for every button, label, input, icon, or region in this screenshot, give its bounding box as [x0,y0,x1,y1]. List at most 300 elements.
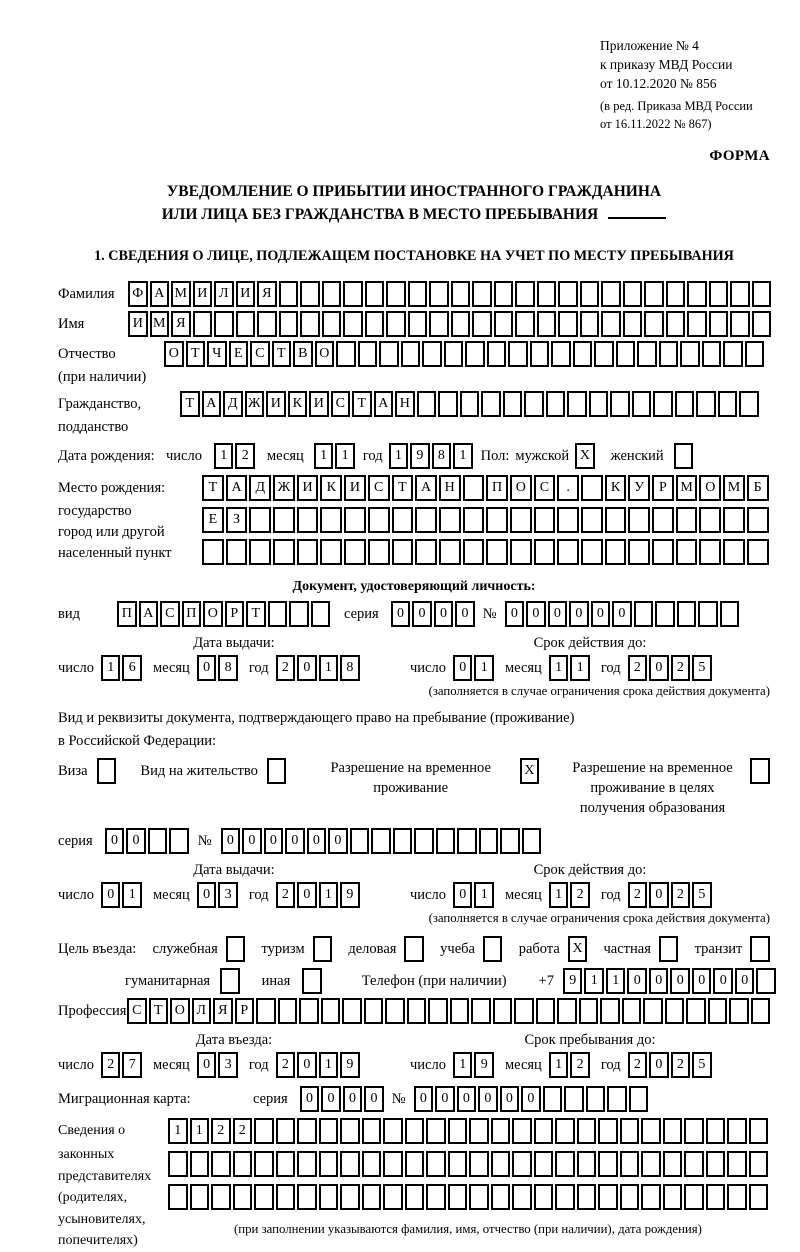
char-cell[interactable] [460,391,480,417]
char-cell[interactable] [439,507,461,533]
char-cell[interactable]: О [203,601,223,627]
char-cell[interactable]: 0 [221,828,241,854]
char-cell[interactable]: 2 [628,1052,648,1078]
char-cell[interactable] [257,311,277,337]
char-cell[interactable] [233,1184,253,1210]
char-cell[interactable]: 2 [233,1118,253,1144]
char-cell[interactable] [665,998,685,1024]
char-cell[interactable]: 5 [692,655,712,681]
char-cell[interactable] [320,539,342,565]
char-cell[interactable] [623,311,643,337]
char-cell[interactable] [628,507,650,533]
char-cell[interactable]: А [374,391,394,417]
char-cell[interactable] [249,539,271,565]
char-cell[interactable] [438,391,458,417]
char-cell[interactable] [405,1151,425,1177]
char-cell[interactable] [254,1151,274,1177]
char-cell[interactable] [589,391,609,417]
char-cell[interactable]: 0 [612,601,632,627]
char-cell[interactable]: З [226,507,248,533]
char-cell[interactable] [534,539,556,565]
char-cell[interactable] [512,1184,532,1210]
char-cell[interactable] [752,281,772,307]
char-cell[interactable] [428,998,448,1024]
char-cell[interactable] [536,998,556,1024]
char-cell[interactable] [512,1118,532,1144]
char-cell[interactable] [620,1118,640,1144]
char-cell[interactable] [515,281,535,307]
char-cell[interactable]: Ч [207,341,227,367]
char-cell[interactable] [276,1151,296,1177]
char-cell[interactable] [558,281,578,307]
char-cell[interactable] [249,507,271,533]
char-cell[interactable] [300,281,320,307]
char-cell[interactable]: И [266,391,286,417]
char-cell[interactable]: 0 [500,1086,520,1112]
char-cell[interactable]: А [202,391,222,417]
char-cell[interactable]: 0 [297,882,317,908]
char-cell[interactable] [632,391,652,417]
char-cell[interactable] [718,391,738,417]
char-cell[interactable] [386,281,406,307]
char-cell[interactable]: 6 [122,655,142,681]
char-cell[interactable] [616,341,636,367]
char-cell[interactable] [319,1184,339,1210]
char-cell[interactable] [407,998,427,1024]
char-cell[interactable] [254,1184,274,1210]
char-cell[interactable]: 1 [474,882,494,908]
char-cell[interactable]: 8 [340,655,360,681]
char-cell[interactable]: А [139,601,159,627]
char-cell[interactable] [297,1118,317,1144]
char-cell[interactable] [684,1151,704,1177]
char-cell[interactable] [730,281,750,307]
char-cell[interactable] [727,1118,747,1144]
char-cell[interactable]: 0 [197,882,217,908]
char-cell[interactable]: 1 [319,655,339,681]
char-cell[interactable] [557,507,579,533]
char-cell[interactable]: П [486,475,508,501]
char-cell[interactable] [429,281,449,307]
char-cell[interactable] [684,1118,704,1144]
checkbox[interactable] [267,758,287,784]
char-cell[interactable] [436,828,456,854]
char-cell[interactable]: 2 [276,882,296,908]
char-cell[interactable] [289,601,309,627]
char-cell[interactable] [663,1118,683,1144]
char-cell[interactable]: Д [249,475,271,501]
char-cell[interactable] [749,1184,769,1210]
char-cell[interactable] [680,341,700,367]
char-cell[interactable] [471,998,491,1024]
char-cell[interactable] [385,998,405,1024]
char-cell[interactable] [202,539,224,565]
char-cell[interactable] [211,1184,231,1210]
char-cell[interactable] [405,1184,425,1210]
char-cell[interactable]: 1 [319,882,339,908]
char-cell[interactable] [190,1151,210,1177]
char-cell[interactable] [610,391,630,417]
char-cell[interactable] [344,539,366,565]
char-cell[interactable] [448,1151,468,1177]
char-cell[interactable]: О [315,341,335,367]
char-cell[interactable]: Я [171,311,191,337]
char-cell[interactable]: Т [392,475,414,501]
char-cell[interactable] [727,1184,747,1210]
char-cell[interactable] [699,507,721,533]
char-cell[interactable] [512,1151,532,1177]
char-cell[interactable]: А [226,475,248,501]
char-cell[interactable] [577,1184,597,1210]
char-cell[interactable] [451,281,471,307]
char-cell[interactable] [555,1118,575,1144]
char-cell[interactable] [491,1151,511,1177]
char-cell[interactable]: 5 [692,1052,712,1078]
char-cell[interactable]: 0 [713,968,733,994]
char-cell[interactable]: Т [272,341,292,367]
char-cell[interactable] [422,341,442,367]
char-cell[interactable]: 1 [335,443,355,469]
char-cell[interactable]: 0 [735,968,755,994]
char-cell[interactable]: Е [229,341,249,367]
char-cell[interactable] [641,1151,661,1177]
char-cell[interactable]: И [128,311,148,337]
char-cell[interactable] [343,281,363,307]
char-cell[interactable]: 0 [412,601,432,627]
char-cell[interactable]: 0 [548,601,568,627]
char-cell[interactable] [747,539,769,565]
char-cell[interactable] [663,1151,683,1177]
char-cell[interactable] [637,341,657,367]
char-cell[interactable]: 1 [319,1052,339,1078]
char-cell[interactable]: 2 [570,1052,590,1078]
char-cell[interactable]: В [293,341,313,367]
char-cell[interactable] [297,1184,317,1210]
char-cell[interactable]: 5 [692,882,712,908]
char-cell[interactable] [450,998,470,1024]
char-cell[interactable] [368,507,390,533]
char-cell[interactable] [214,311,234,337]
char-cell[interactable] [510,539,532,565]
char-cell[interactable]: 0 [197,655,217,681]
char-cell[interactable]: М [171,281,191,307]
char-cell[interactable] [362,1151,382,1177]
char-cell[interactable]: 0 [692,968,712,994]
char-cell[interactable] [362,1118,382,1144]
char-cell[interactable] [491,1118,511,1144]
char-cell[interactable] [365,281,385,307]
char-cell[interactable]: 0 [297,655,317,681]
char-cell[interactable] [508,341,528,367]
char-cell[interactable] [607,1086,627,1112]
char-cell[interactable] [465,341,485,367]
char-cell[interactable] [429,311,449,337]
char-cell[interactable] [652,507,674,533]
char-cell[interactable] [392,507,414,533]
char-cell[interactable]: 0 [453,655,473,681]
char-cell[interactable] [698,601,718,627]
char-cell[interactable]: Я [257,281,277,307]
char-cell[interactable] [463,475,485,501]
char-cell[interactable]: 9 [563,968,583,994]
char-cell[interactable] [723,539,745,565]
char-cell[interactable] [457,828,477,854]
char-cell[interactable] [643,998,663,1024]
char-cell[interactable] [469,1151,489,1177]
char-cell[interactable] [278,998,298,1024]
char-cell[interactable] [273,507,295,533]
char-cell[interactable] [586,1086,606,1112]
char-cell[interactable] [148,828,168,854]
char-cell[interactable] [581,539,603,565]
char-cell[interactable] [463,507,485,533]
char-cell[interactable] [600,998,620,1024]
char-cell[interactable]: О [170,998,190,1024]
checkbox[interactable] [659,936,679,962]
char-cell[interactable] [426,1151,446,1177]
char-cell[interactable] [503,391,523,417]
char-cell[interactable]: 0 [343,1086,363,1112]
char-cell[interactable]: 1 [122,882,142,908]
char-cell[interactable] [663,1184,683,1210]
char-cell[interactable] [709,311,729,337]
checkbox[interactable]: X [575,443,595,469]
char-cell[interactable]: 2 [671,655,691,681]
char-cell[interactable]: 2 [276,655,296,681]
char-cell[interactable]: 0 [391,601,411,627]
char-cell[interactable] [451,311,471,337]
char-cell[interactable]: 2 [628,655,648,681]
char-cell[interactable] [557,998,577,1024]
char-cell[interactable] [168,1151,188,1177]
char-cell[interactable]: 2 [671,882,691,908]
char-cell[interactable]: У [628,475,650,501]
char-cell[interactable]: 0 [242,828,262,854]
char-cell[interactable] [537,281,557,307]
char-cell[interactable] [415,507,437,533]
char-cell[interactable] [414,828,434,854]
char-cell[interactable] [426,1118,446,1144]
char-cell[interactable] [522,828,542,854]
char-cell[interactable]: 0 [285,828,305,854]
char-cell[interactable]: О [164,341,184,367]
char-cell[interactable] [747,507,769,533]
char-cell[interactable] [299,998,319,1024]
char-cell[interactable] [567,391,587,417]
char-cell[interactable]: И [236,281,256,307]
checkbox[interactable] [674,443,694,469]
char-cell[interactable]: 0 [526,601,546,627]
char-cell[interactable]: 1 [168,1118,188,1144]
checkbox[interactable] [750,758,770,784]
char-cell[interactable] [273,539,295,565]
char-cell[interactable] [322,311,342,337]
char-cell[interactable]: 0 [453,882,473,908]
char-cell[interactable] [564,1086,584,1112]
char-cell[interactable] [472,311,492,337]
char-cell[interactable] [601,311,621,337]
char-cell[interactable] [383,1151,403,1177]
checkbox[interactable] [750,936,770,962]
char-cell[interactable] [340,1151,360,1177]
char-cell[interactable]: 1 [606,968,626,994]
checkbox[interactable] [97,758,117,784]
char-cell[interactable] [723,341,743,367]
char-cell[interactable] [322,281,342,307]
char-cell[interactable] [580,311,600,337]
char-cell[interactable] [687,311,707,337]
char-cell[interactable] [405,1118,425,1144]
char-cell[interactable]: К [288,391,308,417]
char-cell[interactable] [392,539,414,565]
char-cell[interactable] [702,341,722,367]
char-cell[interactable]: 0 [505,601,525,627]
char-cell[interactable] [534,1184,554,1210]
char-cell[interactable] [300,311,320,337]
char-cell[interactable]: 1 [584,968,604,994]
char-cell[interactable]: А [415,475,437,501]
char-cell[interactable]: 0 [649,968,669,994]
char-cell[interactable] [537,311,557,337]
char-cell[interactable]: 2 [235,443,255,469]
char-cell[interactable]: 3 [218,1052,238,1078]
char-cell[interactable]: 0 [364,1086,384,1112]
char-cell[interactable] [577,1151,597,1177]
char-cell[interactable] [469,1184,489,1210]
char-cell[interactable] [659,341,679,367]
char-cell[interactable] [342,998,362,1024]
char-cell[interactable]: Б [747,475,769,501]
char-cell[interactable] [739,391,759,417]
char-cell[interactable]: К [320,475,342,501]
char-cell[interactable] [401,341,421,367]
char-cell[interactable] [408,311,428,337]
char-cell[interactable]: 2 [671,1052,691,1078]
char-cell[interactable] [236,311,256,337]
char-cell[interactable] [256,998,276,1024]
char-cell[interactable]: А [150,281,170,307]
char-cell[interactable] [311,601,331,627]
char-cell[interactable] [386,311,406,337]
char-cell[interactable] [365,311,385,337]
char-cell[interactable]: 1 [101,655,121,681]
char-cell[interactable]: 2 [570,882,590,908]
char-cell[interactable] [169,828,189,854]
char-cell[interactable]: С [534,475,556,501]
char-cell[interactable] [321,998,341,1024]
char-cell[interactable]: 1 [474,655,494,681]
char-cell[interactable]: П [182,601,202,627]
char-cell[interactable] [193,311,213,337]
char-cell[interactable]: 1 [549,882,569,908]
char-cell[interactable] [320,507,342,533]
char-cell[interactable] [620,1184,640,1210]
char-cell[interactable] [472,281,492,307]
char-cell[interactable]: С [127,998,147,1024]
char-cell[interactable] [558,311,578,337]
char-cell[interactable] [297,507,319,533]
char-cell[interactable] [444,341,464,367]
char-cell[interactable] [493,998,513,1024]
char-cell[interactable] [666,281,686,307]
char-cell[interactable] [598,1118,618,1144]
char-cell[interactable]: О [699,475,721,501]
char-cell[interactable] [745,341,765,367]
char-cell[interactable] [276,1184,296,1210]
char-cell[interactable] [623,281,643,307]
char-cell[interactable]: Т [202,475,224,501]
char-cell[interactable]: 0 [521,1086,541,1112]
char-cell[interactable] [524,391,544,417]
char-cell[interactable] [297,1151,317,1177]
char-cell[interactable] [343,311,363,337]
char-cell[interactable]: 1 [190,1118,210,1144]
char-cell[interactable]: С [160,601,180,627]
checkbox[interactable]: X [568,936,588,962]
char-cell[interactable]: 2 [101,1052,121,1078]
char-cell[interactable] [408,281,428,307]
char-cell[interactable] [368,539,390,565]
char-cell[interactable]: 0 [197,1052,217,1078]
char-cell[interactable]: Т [180,391,200,417]
char-cell[interactable] [358,341,378,367]
char-cell[interactable] [751,998,771,1024]
char-cell[interactable]: 9 [340,882,360,908]
char-cell[interactable] [620,1151,640,1177]
char-cell[interactable]: О [510,475,532,501]
char-cell[interactable] [720,601,740,627]
char-cell[interactable] [491,1184,511,1210]
char-cell[interactable]: 1 [214,443,234,469]
char-cell[interactable]: Р [235,998,255,1024]
checkbox[interactable] [226,936,246,962]
char-cell[interactable] [675,391,695,417]
char-cell[interactable]: 0 [649,1052,669,1078]
char-cell[interactable]: И [309,391,329,417]
char-cell[interactable] [706,1118,726,1144]
char-cell[interactable]: Л [214,281,234,307]
char-cell[interactable] [371,828,391,854]
char-cell[interactable]: С [368,475,390,501]
char-cell[interactable] [598,1184,618,1210]
char-cell[interactable]: С [331,391,351,417]
char-cell[interactable] [362,1184,382,1210]
char-cell[interactable]: 1 [570,655,590,681]
char-cell[interactable]: 9 [410,443,430,469]
char-cell[interactable]: Н [395,391,415,417]
char-cell[interactable] [469,1118,489,1144]
char-cell[interactable] [383,1118,403,1144]
char-cell[interactable]: . [557,475,579,501]
char-cell[interactable] [319,1118,339,1144]
char-cell[interactable]: Ж [273,475,295,501]
char-cell[interactable] [494,311,514,337]
char-cell[interactable]: И [344,475,366,501]
char-cell[interactable] [514,998,534,1024]
char-cell[interactable] [515,311,535,337]
char-cell[interactable] [463,539,485,565]
char-cell[interactable] [749,1151,769,1177]
char-cell[interactable] [211,1151,231,1177]
char-cell[interactable]: 0 [297,1052,317,1078]
char-cell[interactable]: М [723,475,745,501]
char-cell[interactable] [557,539,579,565]
char-cell[interactable] [190,1184,210,1210]
char-cell[interactable] [448,1184,468,1210]
char-cell[interactable] [336,341,356,367]
char-cell[interactable] [641,1184,661,1210]
char-cell[interactable]: 8 [432,443,452,469]
